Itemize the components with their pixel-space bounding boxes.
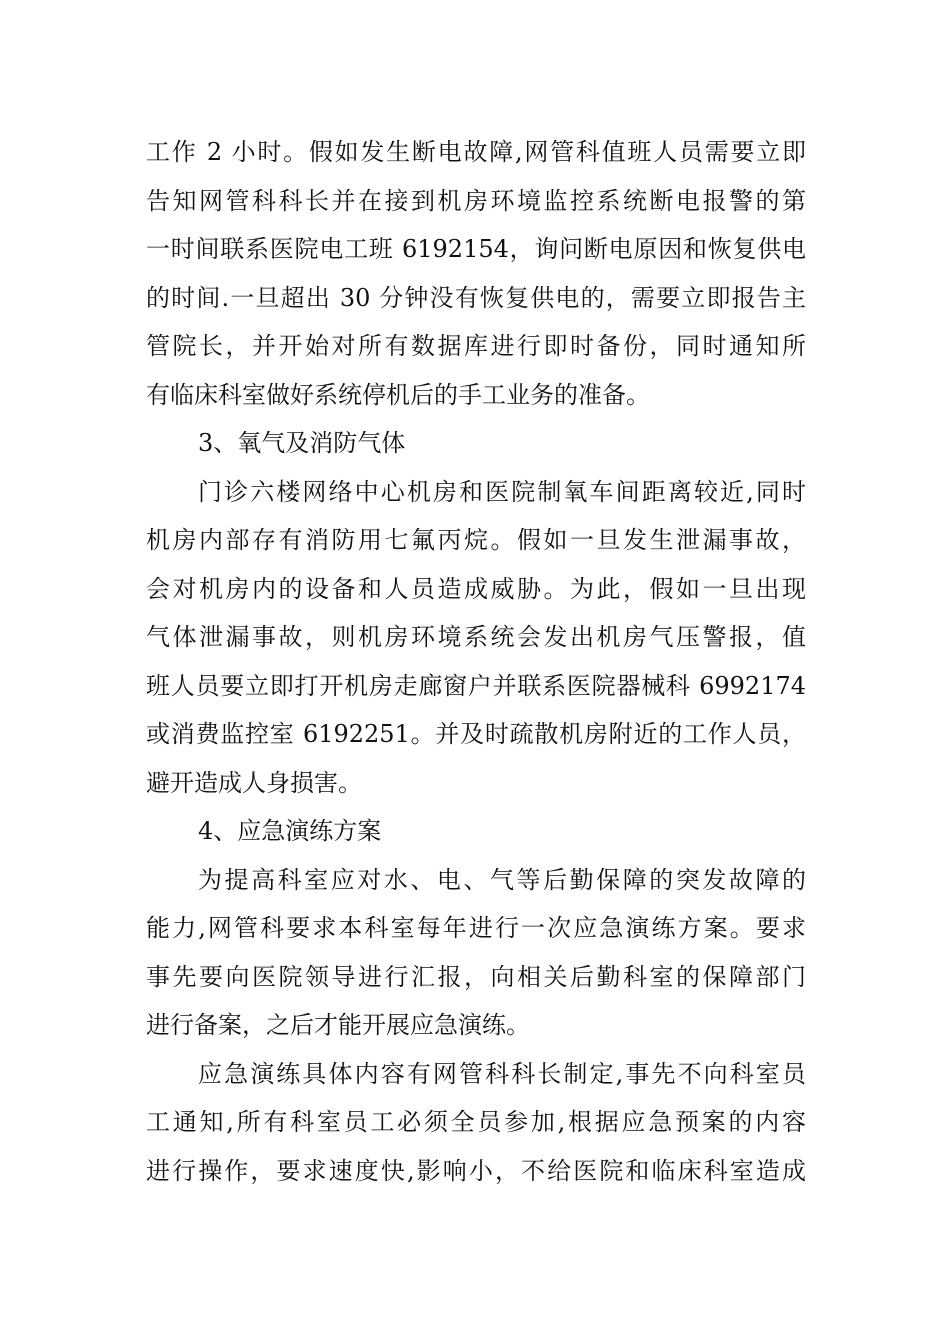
paragraph-drill-content — [146, 1050, 806, 1196]
text-line: 管院长，并开始对所有数据库进行即时备份，同时通知所 — [146, 332, 806, 360]
text-line: 进行备案，之后才能开展应急演练。 — [146, 1011, 530, 1039]
text-line: 有临床科室做好系统停机后的手工业务的准备。 — [146, 380, 650, 409]
text-line: 的时间.一旦超出 30 分钟没有恢复供电的，需要立即报告主 — [146, 283, 806, 312]
section-heading-drill-plan: 4、应急演练方案 — [198, 817, 382, 845]
section-heading-oxygen-gas: 3、氧气及消防气体 — [198, 429, 406, 457]
text-line: 为提高科室应对水、电、气等后勤保障的突发故障的 — [198, 865, 806, 894]
text-line: 机房内部存有消防用七氟丙烷。假如一旦发生泄漏事故， — [146, 526, 806, 554]
paragraph-power-failure — [146, 128, 806, 419]
text-line: 班人员要立即打开机房走廊窗户并联系医院器械科 6992174 — [146, 671, 806, 700]
text-line: 门诊六楼网络中心机房和医院制氧车间距离较近,同时 — [198, 477, 806, 506]
text-line: 一时间联系医院电工班 6192154，询问断电原因和恢复供电 — [146, 235, 806, 263]
text-line: 进行操作，要求速度快,影响小，不给医院和临床科室造成 — [146, 1156, 806, 1185]
text-line: 工通知,所有科室员工必须全员参加,根据应急预案的内容 — [146, 1108, 806, 1136]
text-line: 应急演练具体内容有网管科科长制定,事先不向科室员 — [198, 1059, 806, 1088]
text-line: 能力,网管科要求本科室每年进行一次应急演练方案。要求 — [146, 914, 806, 942]
text-line: 避开造成人身损害。 — [146, 768, 362, 797]
text-line: 工作 2 小时。假如发生断电故障,网管科值班人员需要立即 — [146, 138, 806, 166]
paragraph-gas-leak — [146, 468, 806, 808]
text-line: 事先要向医院领导进行汇报，向相关后勤科室的保障部门 — [146, 962, 806, 991]
paragraph-drill-purpose — [146, 856, 806, 1050]
document-body — [146, 128, 806, 1195]
text-line: 或消费监控室 6192251。并及时疏散机房附近的工作人员， — [146, 720, 806, 748]
text-line: 告知网管科科长并在接到机房环境监控系统断电报警的第 — [146, 186, 806, 215]
text-line: 会对机房内的设备和人员造成威胁。为此，假如一旦出现 — [146, 574, 806, 603]
text-line: 气体泄漏事故，则机房环境系统会发出机房气压警报，值 — [146, 623, 806, 651]
